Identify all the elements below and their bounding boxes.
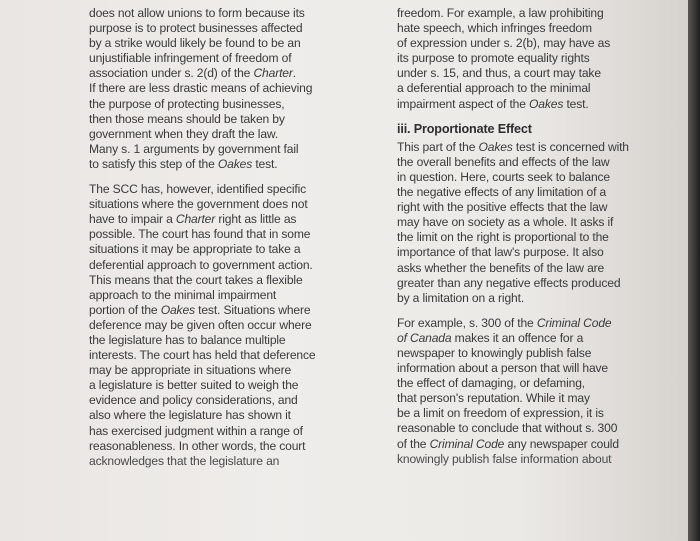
text-line: then those means should be taken by	[89, 111, 285, 126]
text-line: also where the legislature has shown it	[89, 408, 291, 423]
right-column	[397, 6, 655, 477]
text-line: the purpose of protecting businesses,	[89, 96, 285, 111]
text-line: may have on society as a whole. It asks if	[397, 215, 614, 230]
text-line: government when they draft the law.	[89, 126, 279, 141]
text-line: by a strike would likely be found to be an	[89, 36, 301, 51]
text-line: deferential approach to government action.	[89, 257, 313, 272]
right-paragraph-3	[397, 316, 655, 467]
text-line: does not allow unions to form because its	[89, 6, 305, 20]
text-line: acknowledges that the legislature an	[89, 453, 280, 468]
text-line: association under s. 2(d) of the Charter.	[89, 66, 296, 81]
text-line: in question. Here, courts seek to balance	[397, 169, 611, 184]
text-line: that person's reputation. While it may	[397, 391, 590, 406]
text-line: its purpose to promote equality rights	[397, 51, 590, 66]
text-line: of the Criminal Code any newspaper could	[397, 436, 619, 451]
left-paragraph-2	[89, 182, 351, 469]
text-line: reasonableness. In other words, the court	[89, 438, 306, 453]
right-paragraph-2	[397, 140, 655, 306]
text-line: the overall benefits and effects of the law	[397, 154, 610, 169]
text-line: situations it may be appropriate to take a	[89, 242, 301, 257]
text-line: impairment aspect of the Oakes test.	[397, 96, 589, 111]
text-line: evidence and policy considerations, and	[89, 393, 298, 408]
text-line: approach to the minimal impairment	[89, 287, 277, 302]
text-line: newspaper to knowingly publish false	[397, 345, 592, 360]
left-paragraph-1	[89, 6, 351, 172]
text-line: For example, s. 300 of the Criminal Code	[397, 315, 612, 330]
text-line: of Canada makes it an offence for a	[397, 330, 584, 345]
text-line: to satisfy this step of the Oakes test.	[89, 156, 278, 171]
text-line: has exercised judgment within a range of	[89, 423, 303, 438]
text-line: knowingly publish false information about	[397, 451, 612, 466]
text-line: unjustifiable infringement of freedom of	[89, 51, 292, 66]
text-line: freedom. For example, a law prohibiting	[397, 6, 604, 20]
text-line: a legislature is better suited to weigh the	[89, 378, 299, 393]
text-line: the limit on the right is proportional to the	[397, 230, 609, 245]
text-line: deference may be given often occur where	[89, 317, 312, 332]
text-line: by a limitation on a right.	[397, 290, 525, 305]
right-paragraph-1	[397, 6, 655, 112]
text-line: importance of that law's purpose. It also	[397, 245, 604, 260]
text-line: be a limit on freedom of expression, it is	[397, 406, 604, 421]
text-line: may be appropriate in situations where	[89, 363, 292, 378]
text-line: portion of the Oakes test. Situations where	[89, 302, 311, 317]
text-line: have to impair a Charter right as little as	[89, 212, 297, 227]
text-line: the legislature has to balance multiple	[89, 332, 286, 347]
left-column	[89, 6, 351, 479]
text-line: under s. 15, and thus, a court may take	[397, 66, 601, 81]
text-line: purpose is to protect businesses affected	[89, 21, 303, 36]
text-line: asks whether the benefits of the law are	[397, 260, 605, 275]
text-line: This part of the Oakes test is concerned with	[397, 139, 629, 154]
text-line: greater than any negative effects produced	[397, 275, 621, 290]
text-line: possible. The court has found that in some	[89, 227, 311, 242]
text-line: This means that the court takes a flexible	[89, 272, 303, 287]
text-line: interests. The court has held that deference	[89, 348, 316, 363]
text-line: the negative effects of any limitation of a	[397, 185, 607, 200]
text-line: hate speech, which infringes freedom	[397, 21, 592, 36]
page-edge-shadow	[688, 0, 700, 541]
text-line: the effect of damaging, or defaming,	[397, 376, 585, 391]
text-line: information about a person that will have	[397, 361, 608, 376]
text-line: a deferential approach to the minimal	[397, 81, 591, 96]
text-line: If there are less drastic means of achieving	[89, 81, 313, 96]
section-heading: iii. Proportionate Effect	[397, 121, 532, 136]
text-line: Many s. 1 arguments by government fail	[89, 141, 299, 156]
text-line: right with the positive effects that the law	[397, 200, 608, 215]
text-line: reasonable to conclude that without s. 300	[397, 421, 618, 436]
text-line: The SCC has, however, identified specific	[89, 182, 307, 197]
text-line: of expression under s. 2(b), may have as	[397, 36, 611, 51]
text-line: situations where the government does not	[89, 197, 308, 212]
